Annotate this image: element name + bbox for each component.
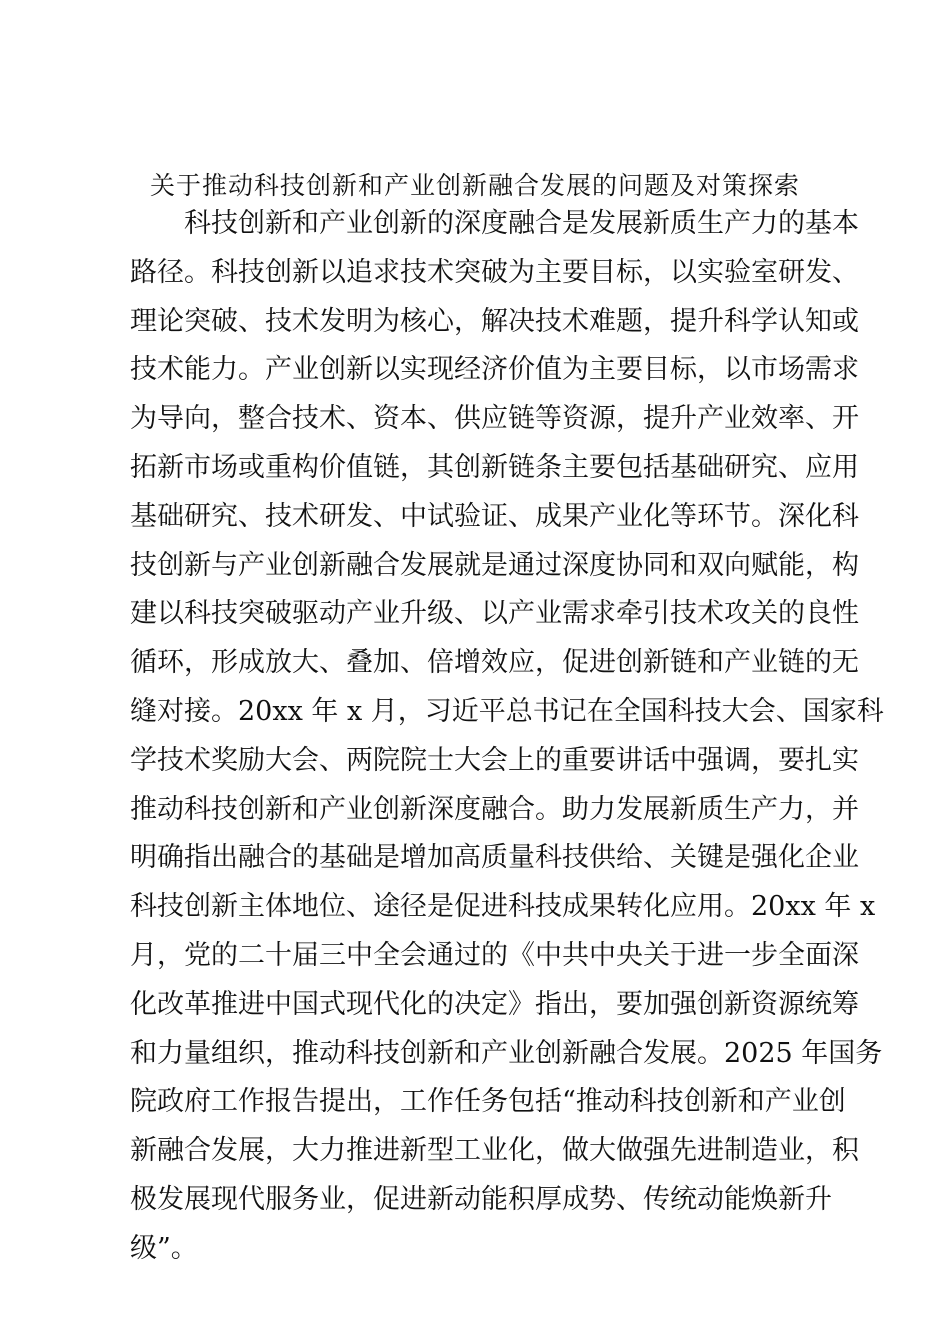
paragraph-line: 科技创新和产业创新的深度融合是发展新质生产力的基本 xyxy=(184,208,859,239)
paragraph-line: 科技创新主体地位、途径是促进科技成果转化应用。20xx 年 x xyxy=(130,891,876,923)
paragraph-line: 新融合发展，大力推进新型工业化，做大做强先进制造业，积 xyxy=(130,1135,859,1167)
body-paragraph xyxy=(130,200,884,1274)
paragraph-line: 技创新与产业创新融合发展就是通过深度协同和双向赋能，构 xyxy=(130,549,859,581)
paragraph-line: 循环，形成放大、叠加、倍增效应，促进创新链和产业链的无 xyxy=(130,647,859,679)
paragraph-line: 为导向，整合技术、资本、供应链等资源，提升产业效率、开 xyxy=(130,403,859,435)
paragraph-line: 路径。科技创新以追求技术突破为主要目标，以实验室研发、 xyxy=(130,256,859,288)
paragraph-line: 极发展现代服务业，促进新动能积厚成势、传统动能焕新升 xyxy=(130,1183,832,1215)
paragraph-line: 拓新市场或重构价值链，其创新链条主要包括基础研究、应用 xyxy=(130,451,859,483)
paragraph-line: 缝对接。20xx 年 x 月，习近平总书记在全国科技大会、国家科 xyxy=(130,695,884,727)
paragraph-line: 技术能力。产业创新以实现经济价值为主要目标，以市场需求 xyxy=(130,354,859,386)
paragraph-line: 理论突破、技术发明为核心，解决技术难题，提升科学认知或 xyxy=(130,305,859,337)
paragraph-line: 化改革推进中国式现代化的决定》指出，要加强创新资源统筹 xyxy=(130,988,859,1020)
paragraph-line: 基础研究、技术研发、中试验证、成果产业化等环节。深化科 xyxy=(130,500,859,532)
paragraph-line: 建以科技突破驱动产业升级、以产业需求牵引技术攻关的良性 xyxy=(130,598,859,630)
paragraph-line: 推动科技创新和产业创新深度融合。助力发展新质生产力，并 xyxy=(130,793,859,825)
document-title: 关于推动科技创新和产业创新融合发展的问题及对策探索 xyxy=(149,171,800,200)
paragraph-line: 明确指出融合的基础是增加高质量科技供给、关键是强化企业 xyxy=(130,842,859,874)
paragraph-line: 学技术奖励大会、两院院士大会上的重要讲话中强调，要扎实 xyxy=(130,744,859,776)
paragraph-line: 和力量组织，推动科技创新和产业创新融合发展。2025 年国务 xyxy=(130,1037,883,1069)
paragraph-line: 级”。 xyxy=(130,1232,198,1264)
paragraph-line: 月，党的二十届三中全会通过的《中共中央关于进一步全面深 xyxy=(130,939,859,971)
paragraph-line: 院政府工作报告提出，工作任务包括“推动科技创新和产业创 xyxy=(130,1086,846,1118)
